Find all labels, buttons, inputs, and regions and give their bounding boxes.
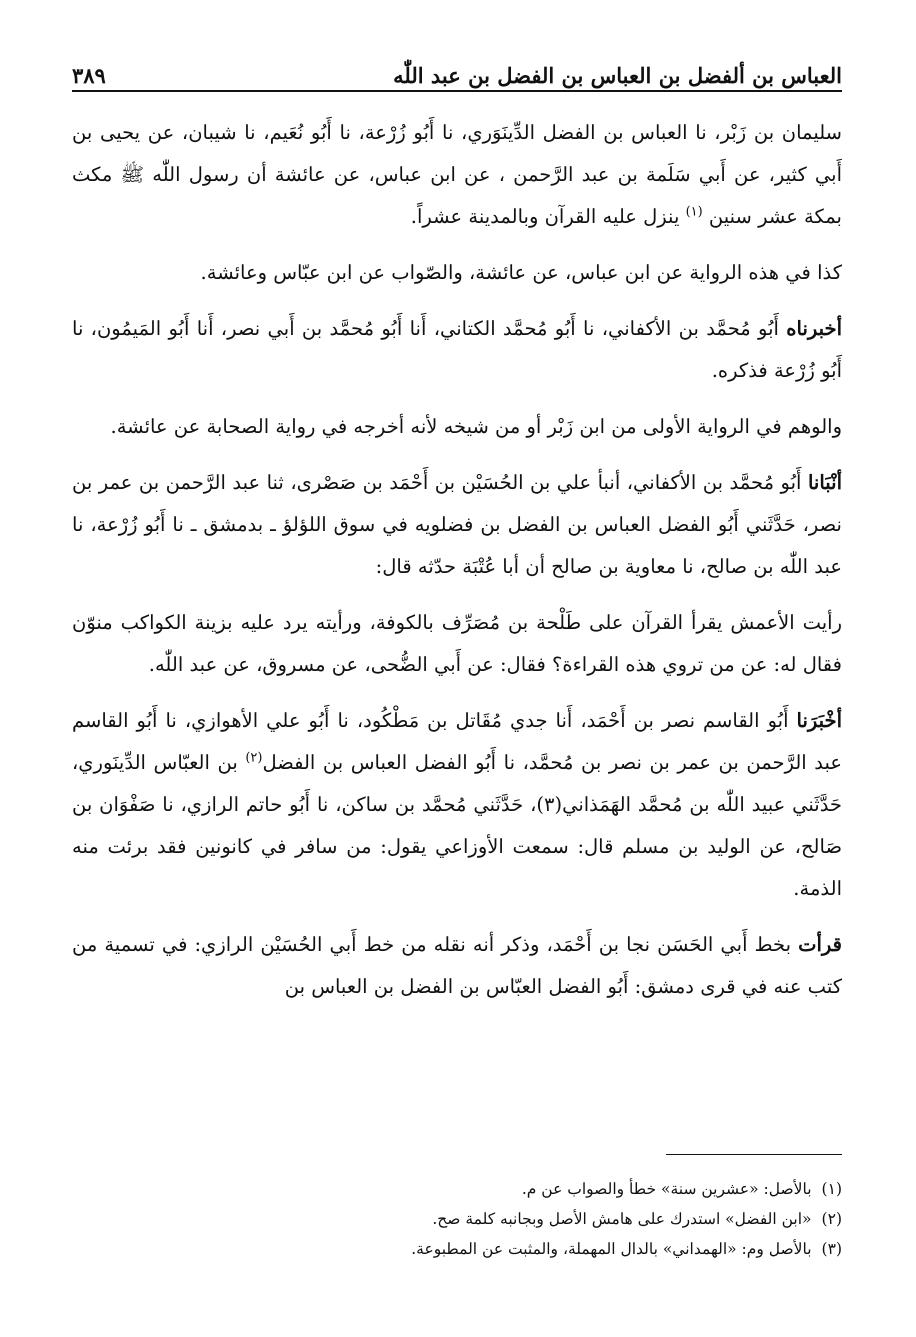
paragraph-text: رأيت الأعمش يقرأ القرآن على طَلْحة بن مُصَرِّف بالكوفة، ورأيته يرد عليه بزينة الكواكب منوّن فقال له: عن من تروي هذه القراءة؟ فقال: عن أَبي الضُّحى، عن مسروق، عن عبد اللّٰه. bbox=[72, 611, 842, 676]
footnote-1 bbox=[72, 1174, 842, 1204]
footnote-ref-1: (١) bbox=[685, 204, 703, 220]
paragraph-text: أَبُو القاسم نصر بن أَحْمَد، أَنا جدي مُقَاتل بن مَطْكُود، نا أَبُو علي الأهوازي، نا أَبُو القاسم عبد الرَّحمن بن عمر بن نصر بن مُحمَّد، نا أَبُو الفضل العباس بن الفضل bbox=[72, 709, 842, 774]
footnote-divider bbox=[666, 1154, 842, 1155]
footnote-text: بالأصل: «عشرين سنة» خطأ والصواب عن م. bbox=[521, 1180, 812, 1198]
footnote-marker: (٢) bbox=[821, 1210, 842, 1228]
paragraph-text: كذا في هذه الرواية عن ابن عباس، عن عائشة، والصّواب عن ابن عبّاس وعائشة. bbox=[200, 261, 842, 284]
paragraph-4 bbox=[72, 406, 842, 448]
paragraph-lead: قرأت bbox=[798, 933, 842, 956]
paragraph-2 bbox=[72, 252, 842, 294]
footnote-marker: (٣) bbox=[821, 1240, 842, 1258]
footnote-ref-2: (٢) bbox=[245, 750, 263, 766]
body-text bbox=[72, 112, 842, 1008]
paragraph-lead: أخبرناه bbox=[786, 317, 842, 340]
paragraph-6 bbox=[72, 602, 842, 686]
paragraph-text: أَبُو مُحمَّد بن الأكفاني، أنبأ علي بن الحُسَيْن بن أَحْمَد بن صَصْرى، ثنا عبد الرَّحمن بن عمر بن نصر، حَدَّثَني أَبُو الفضل العباس بن الفضل بن فضلويه في سوق اللؤلؤ ـ بدمشق ـ نا أَبُو زُرْعة، نا عبد اللّٰه بن صالح، نا معاوية بن صالح أن أبا عُتْبَة حدّثه قال: bbox=[72, 471, 842, 578]
paragraph-8 bbox=[72, 924, 842, 1008]
paragraph-lead: أخْبَرَنا bbox=[796, 709, 842, 732]
paragraph-text-after: بن العبّاس الدِّينَوري، حَدَّثَني عبيد اللّٰه بن مُحمَّد الهَمَذاني(٣)، حَدَّثَني مُحمَّد بن ساكن، نا أَبُو حاتم الرازي، نا صَفْوَان بن صَالح، عن الوليد بن مسلم قال: سمعت الأوزاعي يقول: من سافر في كانونين فقد برئت منه الذمة. bbox=[72, 751, 842, 900]
paragraph-text: أَبُو مُحمَّد بن الأكفاني، نا أَبُو مُحمَّد الكتاني، أَنا أَبُو مُحمَّد بن أَبي نصر، أَنا أَبُو المَيمُون، نا أَبُو زُرْعة فذكره. bbox=[72, 317, 842, 382]
footnote-text: بالأصل وم: «الهمداني» بالدال المهملة، والمثبت عن المطبوعة. bbox=[411, 1240, 812, 1258]
running-title: العباس بن ألفضل بن العباس بن الفضل بن عبد اللّٰه bbox=[393, 63, 842, 88]
paragraph-text: والوهم في الرواية الأولى من ابن زَبْر أو من شيخه لأنه أخرجه في رواية الصحابة عن عائشة. bbox=[110, 415, 842, 438]
footnotes bbox=[72, 1174, 842, 1264]
running-header bbox=[72, 52, 842, 92]
footnote-text: «ابن الفضل» استدرك على هامش الأصل وبجانبه كلمة صح. bbox=[432, 1210, 812, 1228]
footnote-2 bbox=[72, 1204, 842, 1234]
paragraph-1 bbox=[72, 112, 842, 238]
paragraph-3 bbox=[72, 308, 842, 392]
footnote-marker: (١) bbox=[821, 1180, 842, 1198]
paragraph-7 bbox=[72, 700, 842, 910]
page-number: ٣٨٩ bbox=[72, 63, 106, 88]
paragraph-text: سليمان بن زَبْر، نا العباس بن الفضل الدِّينَوَري، نا أَبُو زُرْعة، نا أَبُو نُعَيم، نا شيبان، عن يحيى بن أَبي كثير، عن أَبي سَلَمة بن عبد الرَّحمن ، عن ابن عباس، عن عائشة أن رسول اللّٰه ﷺ مكث بمكة عشر سنين bbox=[72, 121, 842, 228]
paragraph-text: بخط أَبي الحَسَن نجا بن أَحْمَد، وذكر أنه نقله من خط أَبي الحُسَيْن الرازي: في تسمية من كتب عنه في قرى دمشق: أَبُو الفضل العبّاس بن الفضل بن العباس بن bbox=[72, 933, 842, 998]
paragraph-lead: أنْبَانا bbox=[807, 471, 842, 494]
footnote-3 bbox=[72, 1234, 842, 1264]
paragraph-5 bbox=[72, 462, 842, 588]
paragraph-text-after: ينزل عليه القرآن وبالمدينة عشراً. bbox=[410, 205, 686, 228]
book-page bbox=[72, 52, 842, 1312]
